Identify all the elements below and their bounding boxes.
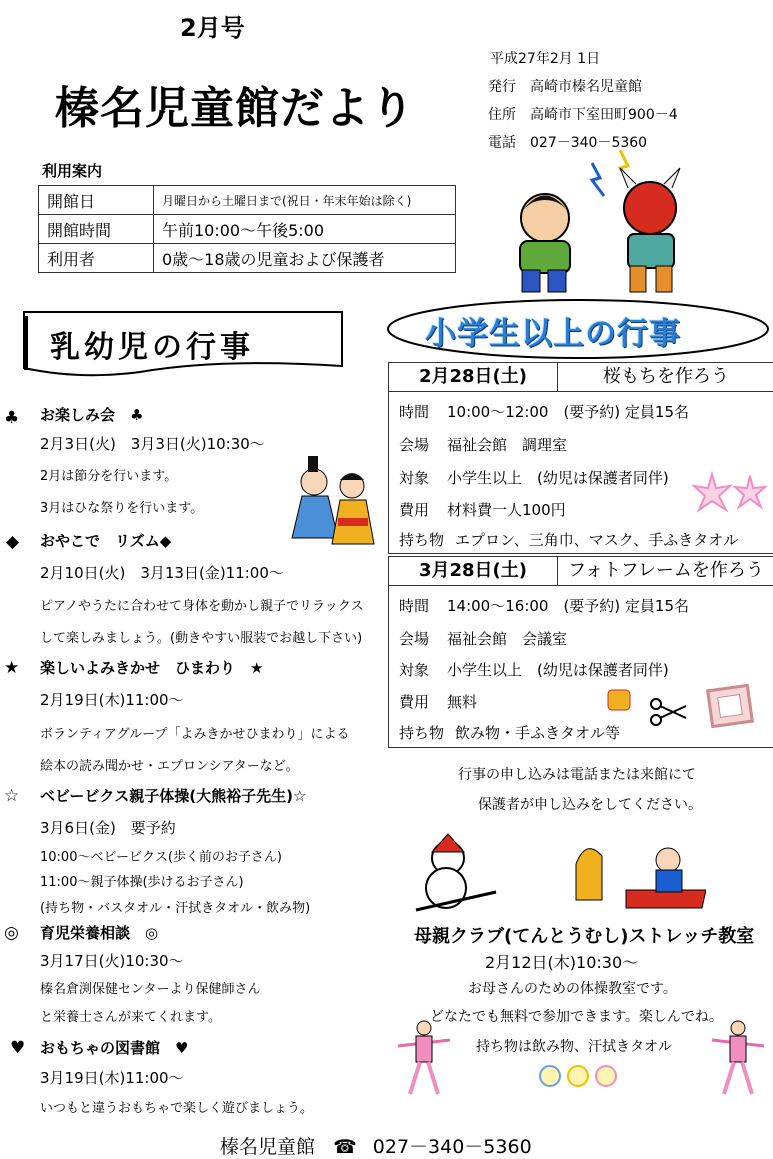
- event-desc: (持ち物・バスタオル・汗拭きタオル・飲み物): [40, 901, 311, 916]
- detail-value: 10:00～12:00 (要予約) 定員15名: [447, 403, 690, 421]
- detail-value: 福祉会館 調理室: [447, 436, 568, 454]
- mothers-club-desc: お母さんのための体操教室です。: [468, 981, 677, 997]
- event-box-date: 3月28日(土): [389, 557, 558, 585]
- event-desc: ボランティアグループ「よみきかせひまわり」による: [40, 727, 350, 742]
- event-date: 2月3日(火) 3月3日(火)10:30～: [40, 435, 265, 453]
- usage-value: 月曜日から土曜日まで(祝日・年末年始は除く): [154, 186, 456, 215]
- usage-heading: 利用案内: [42, 162, 103, 180]
- detail-value: 飲み物・手ふきタオル等: [455, 724, 621, 742]
- detail-value: 材料費一人100円: [447, 501, 566, 519]
- publisher-line: [488, 76, 642, 96]
- detail-row: [399, 628, 567, 649]
- phone-icon: ☎: [333, 1136, 357, 1158]
- detail-label: 時間: [399, 597, 430, 615]
- detail-value: 小学生以上 (幼児は保護者同伴): [447, 661, 669, 679]
- mothers-club-title: 母親クラブ(てんとうむし)ストレッチ教室: [414, 926, 755, 947]
- detail-value: 14:00～16:00 (要予約) 定員15名: [447, 597, 690, 615]
- publisher-label: 発行: [488, 79, 516, 95]
- winter-illustration: [406, 830, 706, 920]
- usage-label: 利用者: [39, 244, 154, 273]
- event-desc: ピアノやうたに合わせて身体を動かし親子でリラックス: [40, 599, 364, 614]
- detail-label: 対象: [399, 661, 430, 679]
- application-note: 行事の申し込みは電話または来館にて: [458, 767, 696, 783]
- event-desc: と栄養士さんが来てくれます。: [40, 1010, 221, 1025]
- event-desc: 榛名倉渕保健センターより保健師さん: [40, 982, 261, 997]
- event-box-date: 2月28日(土): [389, 363, 558, 391]
- event-desc: 10:00～ベビービクス(歩く前のお子さん): [40, 850, 282, 865]
- issue-label: 2月号: [180, 14, 245, 42]
- usage-label: 開館時間: [39, 215, 154, 244]
- detail-label: 持ち物: [399, 724, 445, 742]
- event-box-header: [389, 557, 773, 586]
- footer-phone: 027－340－5360: [372, 1136, 532, 1158]
- stretching-woman-illustration: [708, 1018, 768, 1098]
- event-box-title: 桜もちを作ろう: [603, 366, 729, 387]
- detail-label: 費用: [399, 501, 430, 519]
- detail-row: [399, 401, 689, 422]
- detail-label: 時間: [399, 403, 430, 421]
- detail-label: 持ち物: [399, 531, 445, 549]
- usage-row: [39, 244, 456, 273]
- detail-row: [399, 595, 689, 616]
- phone: 027－340－5360: [530, 135, 648, 151]
- detail-label: 会場: [399, 630, 430, 648]
- footer-name: 榛名児童館: [220, 1136, 316, 1158]
- star-outline-icon: ☆: [4, 786, 20, 806]
- detail-row: [399, 659, 669, 680]
- phone-label: 電話: [488, 135, 516, 151]
- usage-value: 0歳～18歳の児童および保護者: [154, 244, 456, 273]
- mothers-club-desc: 持ち物は飲み物、汗拭きタオル: [476, 1039, 672, 1055]
- detail-row: [399, 467, 669, 488]
- event-box-title: フォトフレームを作ろう: [568, 560, 764, 581]
- event-title: 育児栄養相談 ◎: [40, 924, 159, 942]
- detail-value: 小学生以上 (幼児は保護者同伴): [447, 469, 669, 487]
- publisher: 高崎市榛名児童館: [530, 79, 642, 95]
- event-title: おやこで リズム◆: [40, 532, 172, 550]
- address-line: [488, 104, 678, 124]
- event-date: 3月17日(火)10:30～: [40, 952, 184, 970]
- application-note: 保護者が申し込みをしてください。: [478, 797, 702, 813]
- detail-row: [399, 434, 567, 455]
- event-box-sakuramochi: [388, 362, 773, 554]
- club-icon: ♣: [4, 408, 20, 428]
- event-desc: 11:00～親子体操(歩けるお子さん): [40, 875, 244, 890]
- mothers-club-desc: どなたでも無料で参加できます。楽しんでね。: [430, 1009, 723, 1025]
- mothers-club-date: 2月12日(木)10:30～: [485, 953, 639, 972]
- detail-value: 無料: [447, 693, 478, 711]
- babies-illustration: [538, 1058, 622, 1094]
- elementary-heading: 小学生以上の行事: [425, 316, 681, 352]
- diamond-icon: ◆: [6, 532, 20, 552]
- detail-label: 対象: [399, 469, 430, 487]
- detail-value: 福祉会館 会議室: [447, 630, 568, 648]
- footer: [220, 1132, 532, 1159]
- event-date: 3月19日(木)11:00～: [40, 1069, 184, 1087]
- craft-supplies-illustration: [604, 684, 764, 734]
- issue-date: 平成27年2月 1日: [490, 51, 601, 67]
- event-desc: 絵本の読み聞かせ・エプロンシアターなど。: [40, 759, 299, 774]
- event-desc: 3月はひな祭りを行います。: [40, 501, 204, 516]
- star-icon: ★: [4, 658, 20, 678]
- event-box-header: [389, 363, 773, 392]
- usage-value: 午前10:00～午後5:00: [154, 215, 456, 244]
- detail-row: [399, 499, 566, 520]
- usage-row: [39, 215, 456, 244]
- event-date: 2月19日(木)11:00～: [40, 691, 184, 709]
- stretching-woman-illustration: [396, 1018, 452, 1098]
- event-desc: 2月は節分を行います。: [40, 469, 178, 484]
- detail-label: 費用: [399, 693, 430, 711]
- event-title: おもちゃの図書館 ♥: [40, 1039, 189, 1057]
- detail-label: 会場: [399, 436, 430, 454]
- usage-table: [38, 185, 456, 273]
- event-desc: して楽しみましょう。(動きやすい服装でお越し下さい): [40, 631, 363, 646]
- event-desc: いつもと違うおもちゃで楽しく遊びましょう。: [40, 1101, 314, 1116]
- event-title: 楽しいよみきかせ ひまわり ★: [40, 659, 264, 677]
- address-label: 住所: [488, 107, 516, 123]
- usage-label: 開館日: [39, 186, 154, 215]
- detail-row: [399, 691, 477, 712]
- hina-dolls-illustration: [288, 448, 378, 550]
- usage-row: [39, 186, 456, 215]
- event-title: お楽しみ会 ♣: [40, 406, 144, 424]
- heart-icon: ♥: [10, 1038, 26, 1058]
- event-date: 2月10日(火) 3月13日(金)11:00～: [40, 564, 284, 582]
- detail-value: エプロン、三角巾、マスク、手ふきタオル: [455, 531, 739, 549]
- infant-heading: 乳幼児の行事: [50, 330, 254, 365]
- detail-row: [399, 529, 738, 550]
- event-title: ベビービクス親子体操(大熊裕子先生)☆: [40, 787, 307, 805]
- sakura-icon: [690, 470, 768, 518]
- setsubun-illustration: [500, 148, 695, 298]
- bullseye-icon: ◎: [4, 923, 19, 943]
- event-date: 3月6日(金) 要予約: [40, 819, 176, 837]
- detail-row: [399, 722, 620, 743]
- newsletter-title: 榛名児童館だより: [55, 83, 415, 134]
- address: 高崎市下室田町900－4: [530, 107, 678, 123]
